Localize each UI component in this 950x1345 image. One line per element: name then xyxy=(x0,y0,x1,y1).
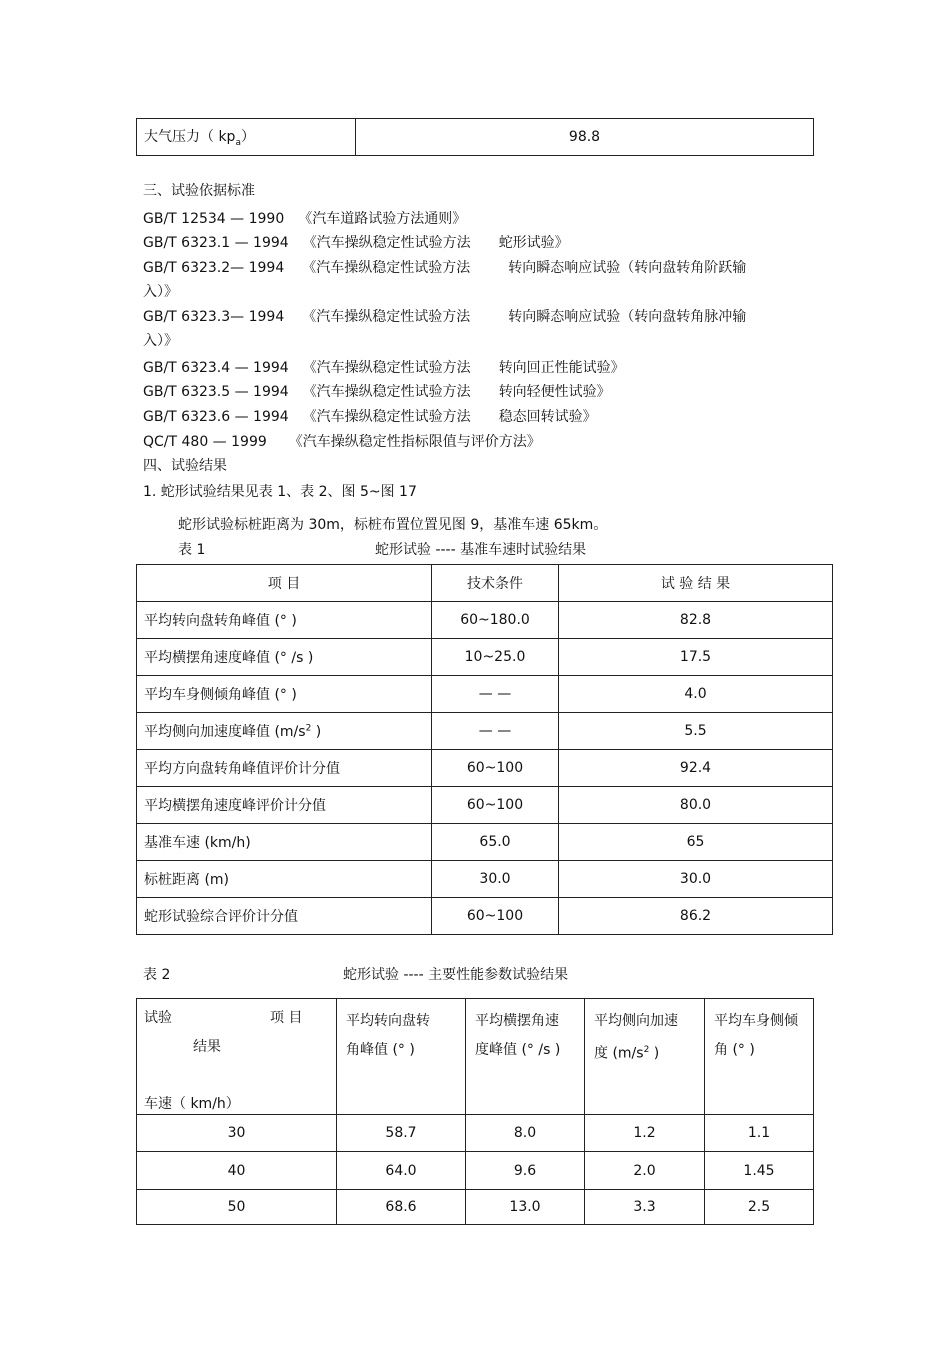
row-result: 17.5 xyxy=(559,639,833,676)
section4-title: 四、试验结果 xyxy=(143,458,227,474)
cell-yaw: 8.0 xyxy=(466,1115,585,1152)
cell-speed: 40 xyxy=(137,1152,337,1190)
table-row xyxy=(137,861,833,898)
row-item: 平均车身侧倾角峰值 (° ) xyxy=(137,676,432,713)
header-line: 角 (° ) xyxy=(714,1042,755,1058)
standard-4-cont: 入）》 xyxy=(143,333,178,349)
standard-7: GB/T 6323.6 — 1994 《汽车操纵稳定性试验方法 稳态回转试验》 xyxy=(143,409,597,425)
row-item: 平均侧向加速度峰值 ($m/s^2$ ) xyxy=(137,713,432,750)
table-row xyxy=(137,898,833,935)
cell-speed: 50 xyxy=(137,1190,337,1225)
cell-steer: 68.6 xyxy=(337,1190,466,1225)
pressure-value: 98.8 xyxy=(356,119,814,156)
table-row xyxy=(137,676,833,713)
header-line: 度 ($m/s^2$ ) xyxy=(594,1045,660,1062)
row-item: 平均横摆角速度峰评价计分值 xyxy=(137,787,432,824)
table1-caption: 蛇形试验 ---- 基准车速时试验结果 xyxy=(375,542,587,558)
standard-2: GB/T 6323.1 — 1994 《汽车操纵稳定性试验方法 蛇形试验》 xyxy=(143,235,569,251)
row-cond: 60~100 xyxy=(432,787,559,824)
row-cond: 60~100 xyxy=(432,750,559,787)
cell-roll: 1.1 xyxy=(705,1115,814,1152)
row-item: 标桩距离 (m) xyxy=(137,861,432,898)
corner-test: 试验 xyxy=(144,1010,172,1026)
table2 xyxy=(136,998,814,1225)
table-row xyxy=(137,787,833,824)
row-item: 平均方向盘转角峰值评价计分值 xyxy=(137,750,432,787)
cell-yaw: 9.6 xyxy=(466,1152,585,1190)
table-row xyxy=(137,1190,814,1225)
row-cond: — — xyxy=(432,676,559,713)
table2-header-steer xyxy=(337,999,466,1115)
row-result: 5.5 xyxy=(559,713,833,750)
row-cond: 30.0 xyxy=(432,861,559,898)
standard-3: GB/T 6323.2— 1994 《汽车操纵稳定性试验方法 转向瞬态响应试验（转向盘转角阶跃输 xyxy=(143,260,747,276)
cell-yaw: 13.0 xyxy=(466,1190,585,1225)
header-line: 平均横摆角速 xyxy=(475,1013,559,1029)
standard-1: GB/T 12534 — 1990 《汽车道路试验方法通则》 xyxy=(143,211,467,227)
table2-header-roll xyxy=(705,999,814,1115)
table-row xyxy=(137,639,833,676)
table-row xyxy=(137,713,833,750)
pressure-label: 大气压力（ $kp_a$） xyxy=(137,119,356,156)
standard-6: GB/T 6323.5 — 1994 《汽车操纵稳定性试验方法 转向轻便性试验》 xyxy=(143,384,611,400)
table-row xyxy=(137,750,833,787)
cell-steer: 64.0 xyxy=(337,1152,466,1190)
corner-speed: 车速（ km/h） xyxy=(144,1096,240,1112)
row-cond: — — xyxy=(432,713,559,750)
header-line: 平均侧向加速 xyxy=(594,1013,678,1029)
header-line: 平均转向盘转 xyxy=(346,1013,430,1029)
table2-corner-cell xyxy=(137,999,337,1115)
section4-item1: 1. 蛇形试验结果见表 1、表 2、图 5~图 17 xyxy=(143,484,417,500)
table1-header-result: 试 验 结 果 xyxy=(559,565,833,602)
cell-steer: 58.7 xyxy=(337,1115,466,1152)
table2-header-row xyxy=(137,999,814,1115)
table2-header-yaw xyxy=(466,999,585,1115)
table-row xyxy=(137,824,833,861)
cell-lat: 2.0 xyxy=(585,1152,705,1190)
table1-header-item: 项 目 xyxy=(137,565,432,602)
row-item: 基准车速 (km/h) xyxy=(137,824,432,861)
row-item: 蛇形试验综合评价计分值 xyxy=(137,898,432,935)
table1-label: 表 1 xyxy=(178,542,206,558)
corner-result: 结果 xyxy=(193,1039,221,1055)
table2-label: 表 2 xyxy=(143,967,171,983)
standard-4: GB/T 6323.3— 1994 《汽车操纵稳定性试验方法 转向瞬态响应试验（转向盘转角脉冲输 xyxy=(143,309,747,325)
header-line: 平均车身侧倾 xyxy=(714,1013,798,1029)
header-line: 角峰值 (° ) xyxy=(346,1042,415,1058)
row-result: 4.0 xyxy=(559,676,833,713)
cell-roll: 1.45 xyxy=(705,1152,814,1190)
row-result: 92.4 xyxy=(559,750,833,787)
cell-roll: 2.5 xyxy=(705,1190,814,1225)
corner-item: 项 目 xyxy=(270,1010,303,1026)
standard-5: GB/T 6323.4 — 1994 《汽车操纵稳定性试验方法 转向回正性能试验》 xyxy=(143,360,625,376)
row-result: 65 xyxy=(559,824,833,861)
cell-lat: 1.2 xyxy=(585,1115,705,1152)
cell-lat: 3.3 xyxy=(585,1190,705,1225)
row-item: 平均横摆角速度峰值 (° /s ) xyxy=(137,639,432,676)
row-cond: 65.0 xyxy=(432,824,559,861)
row-cond: 60~180.0 xyxy=(432,602,559,639)
cell-speed: 30 xyxy=(137,1115,337,1152)
row-item: 平均转向盘转角峰值 (° ) xyxy=(137,602,432,639)
table2-caption: 蛇形试验 ---- 主要性能参数试验结果 xyxy=(343,967,569,983)
row-cond: 10~25.0 xyxy=(432,639,559,676)
table1-header-row xyxy=(137,565,833,602)
row-result: 82.8 xyxy=(559,602,833,639)
table1-header-cond: 技术条件 xyxy=(432,565,559,602)
row-result: 80.0 xyxy=(559,787,833,824)
row-result: 86.2 xyxy=(559,898,833,935)
row-result: 30.0 xyxy=(559,861,833,898)
table-row xyxy=(137,1115,814,1152)
table-row xyxy=(137,602,833,639)
section4-note: 蛇形试验标桩距离为 30m，标桩布置位置见图 9，基准车速 65km。 xyxy=(178,517,608,533)
header-line: 度峰值 (° /s ) xyxy=(475,1042,561,1058)
standard-3-cont: 入）》 xyxy=(143,284,178,300)
table-row xyxy=(137,1152,814,1190)
table1 xyxy=(136,564,833,935)
standard-8: QC/T 480 — 1999 《汽车操纵稳定性指标限值与评价方法》 xyxy=(143,434,541,450)
row-cond: 60~100 xyxy=(432,898,559,935)
table2-header-lat xyxy=(585,999,705,1115)
section3-title: 三、试验依据标准 xyxy=(143,183,255,199)
pressure-table xyxy=(136,118,814,156)
